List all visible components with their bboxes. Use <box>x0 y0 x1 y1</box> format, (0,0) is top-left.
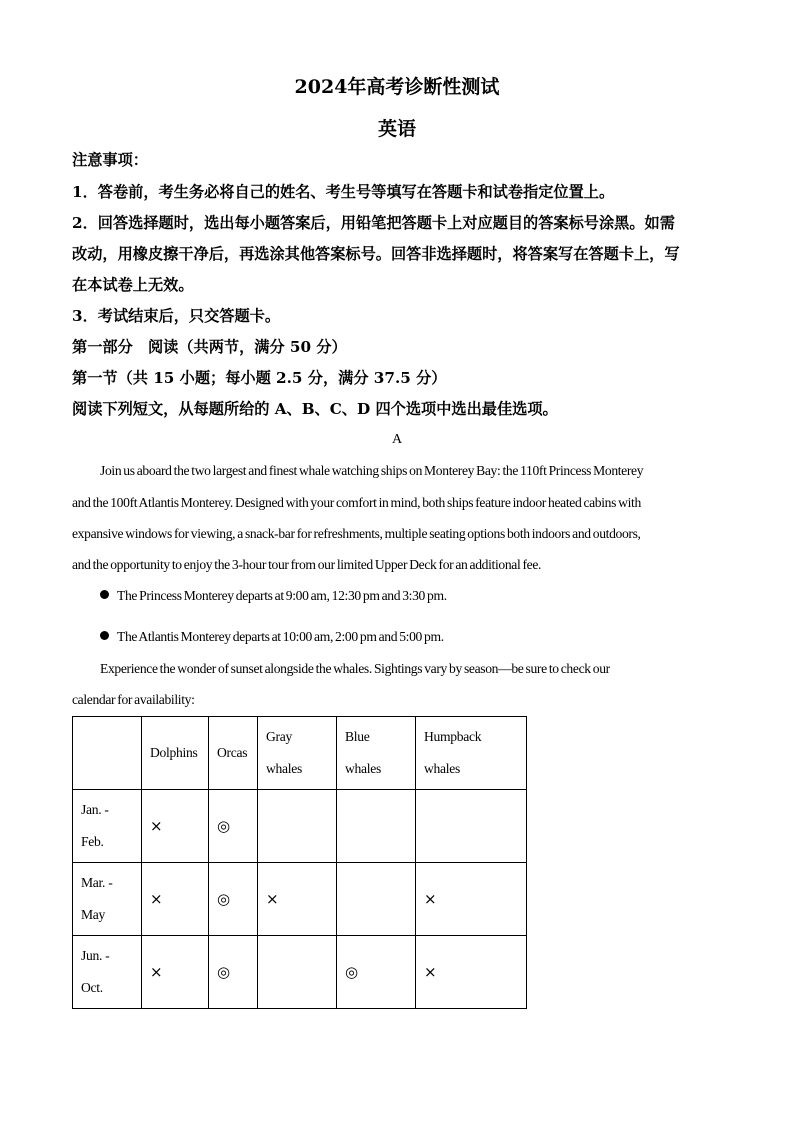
sighting-cell <box>258 790 337 863</box>
sighting-cell <box>337 863 416 936</box>
table-row <box>73 863 527 936</box>
table-header-cell <box>73 717 142 790</box>
schedule-atlantis <box>100 628 444 646</box>
note-item-1: 1．答卷前，考生务必将自己的姓名、考生号等填写在答题卡和试卷指定位置上。 <box>72 183 615 201</box>
passage-paragraph-1-line-3: expansive windows for viewing, a snack-bar for refreshments, multiple seating options both indoors and outdoors, <box>72 526 641 541</box>
exam-title: 2024年高考诊断性测试 <box>294 76 500 98</box>
sighting-cell <box>258 936 337 1009</box>
table-row <box>73 790 527 863</box>
part-one-heading: 第一部分 阅读（共两节，满分 50 分） <box>72 338 347 356</box>
sighting-cell: × <box>142 863 209 936</box>
schedule-princess-text: The Princess Monterey departs at 9:00 am, 12:30 pm and 3:30 pm. <box>117 588 447 603</box>
bullet-icon <box>100 590 109 599</box>
period-cell: Jan. - Feb. <box>73 790 142 863</box>
note-item-2-line-2: 改动，用橡皮擦干净后，再选涂其他答案标号。回答非选择题时，将答案写在答题卡上，写 <box>72 245 680 263</box>
table-row <box>73 936 527 1009</box>
period-cell: Jun. - Oct. <box>73 936 142 1009</box>
notes-heading: 注意事项： <box>72 151 148 169</box>
table-header-cell: Blue whales <box>337 717 416 790</box>
sighting-cell <box>416 790 527 863</box>
period-cell: Mar. - May <box>73 863 142 936</box>
subject-title: 英语 <box>377 118 416 140</box>
sighting-cell: × <box>142 790 209 863</box>
sighting-cell: ◎ <box>209 863 258 936</box>
sighting-cell: × <box>416 863 527 936</box>
bullet-icon <box>100 631 109 640</box>
sighting-cell: ◎ <box>209 936 258 1009</box>
note-item-2-line-3: 在本试卷上无效。 <box>72 276 194 294</box>
passage-paragraph-1-line-4: and the opportunity to enjoy the 3-hour tour from our limited Upper Deck for an additional fee. <box>72 557 542 572</box>
sighting-cell: × <box>258 863 337 936</box>
sighting-cell: × <box>142 936 209 1009</box>
table-header-cell: Dolphins <box>142 717 209 790</box>
table-header-cell: Humpback whales <box>416 717 527 790</box>
note-item-3: 3．考试结束后，只交答题卡。 <box>72 307 281 325</box>
passage-letter: A <box>391 432 403 447</box>
sighting-cell: ◎ <box>209 790 258 863</box>
sighting-cell: × <box>416 936 527 1009</box>
reading-instruction: 阅读下列短文，从每题所给的 A、B、C、D 四个选项中选出最佳选项。 <box>72 400 558 418</box>
sighting-cell: ◎ <box>337 936 416 1009</box>
section-one-heading: 第一节（共 15 小题；每小题 2.5 分，满分 37.5 分） <box>72 369 447 387</box>
whale-sighting-calendar <box>72 716 527 1009</box>
sighting-cell <box>337 790 416 863</box>
passage-paragraph-2-line-1: Experience the wonder of sunset alongside the whales. Sightings vary by season—be sure to check our <box>100 661 610 676</box>
schedule-princess <box>100 587 447 605</box>
note-item-2-line-1: 2．回答选择题时，选出每小题答案后，用铅笔把答题卡上对应题目的答案标号涂黑。如需 <box>72 214 675 232</box>
passage-paragraph-1-line-1: Join us aboard the two largest and finest whale watching ships on Monterey Bay: the 110ft Princess Monterey <box>100 463 644 478</box>
passage-paragraph-1-line-2: and the 100ft Atlantis Monterey. Designed with your comfort in mind, both ships feature indoor heated cabins with <box>72 495 641 510</box>
table-header-row <box>73 717 527 790</box>
table-header-cell: Gray whales <box>258 717 337 790</box>
schedule-atlantis-text: The Atlantis Monterey departs at 10:00 am, 2:00 pm and 5:00 pm. <box>117 629 444 644</box>
table-header-cell: Orcas <box>209 717 258 790</box>
passage-paragraph-2-line-2: calendar for availability: <box>72 692 195 707</box>
